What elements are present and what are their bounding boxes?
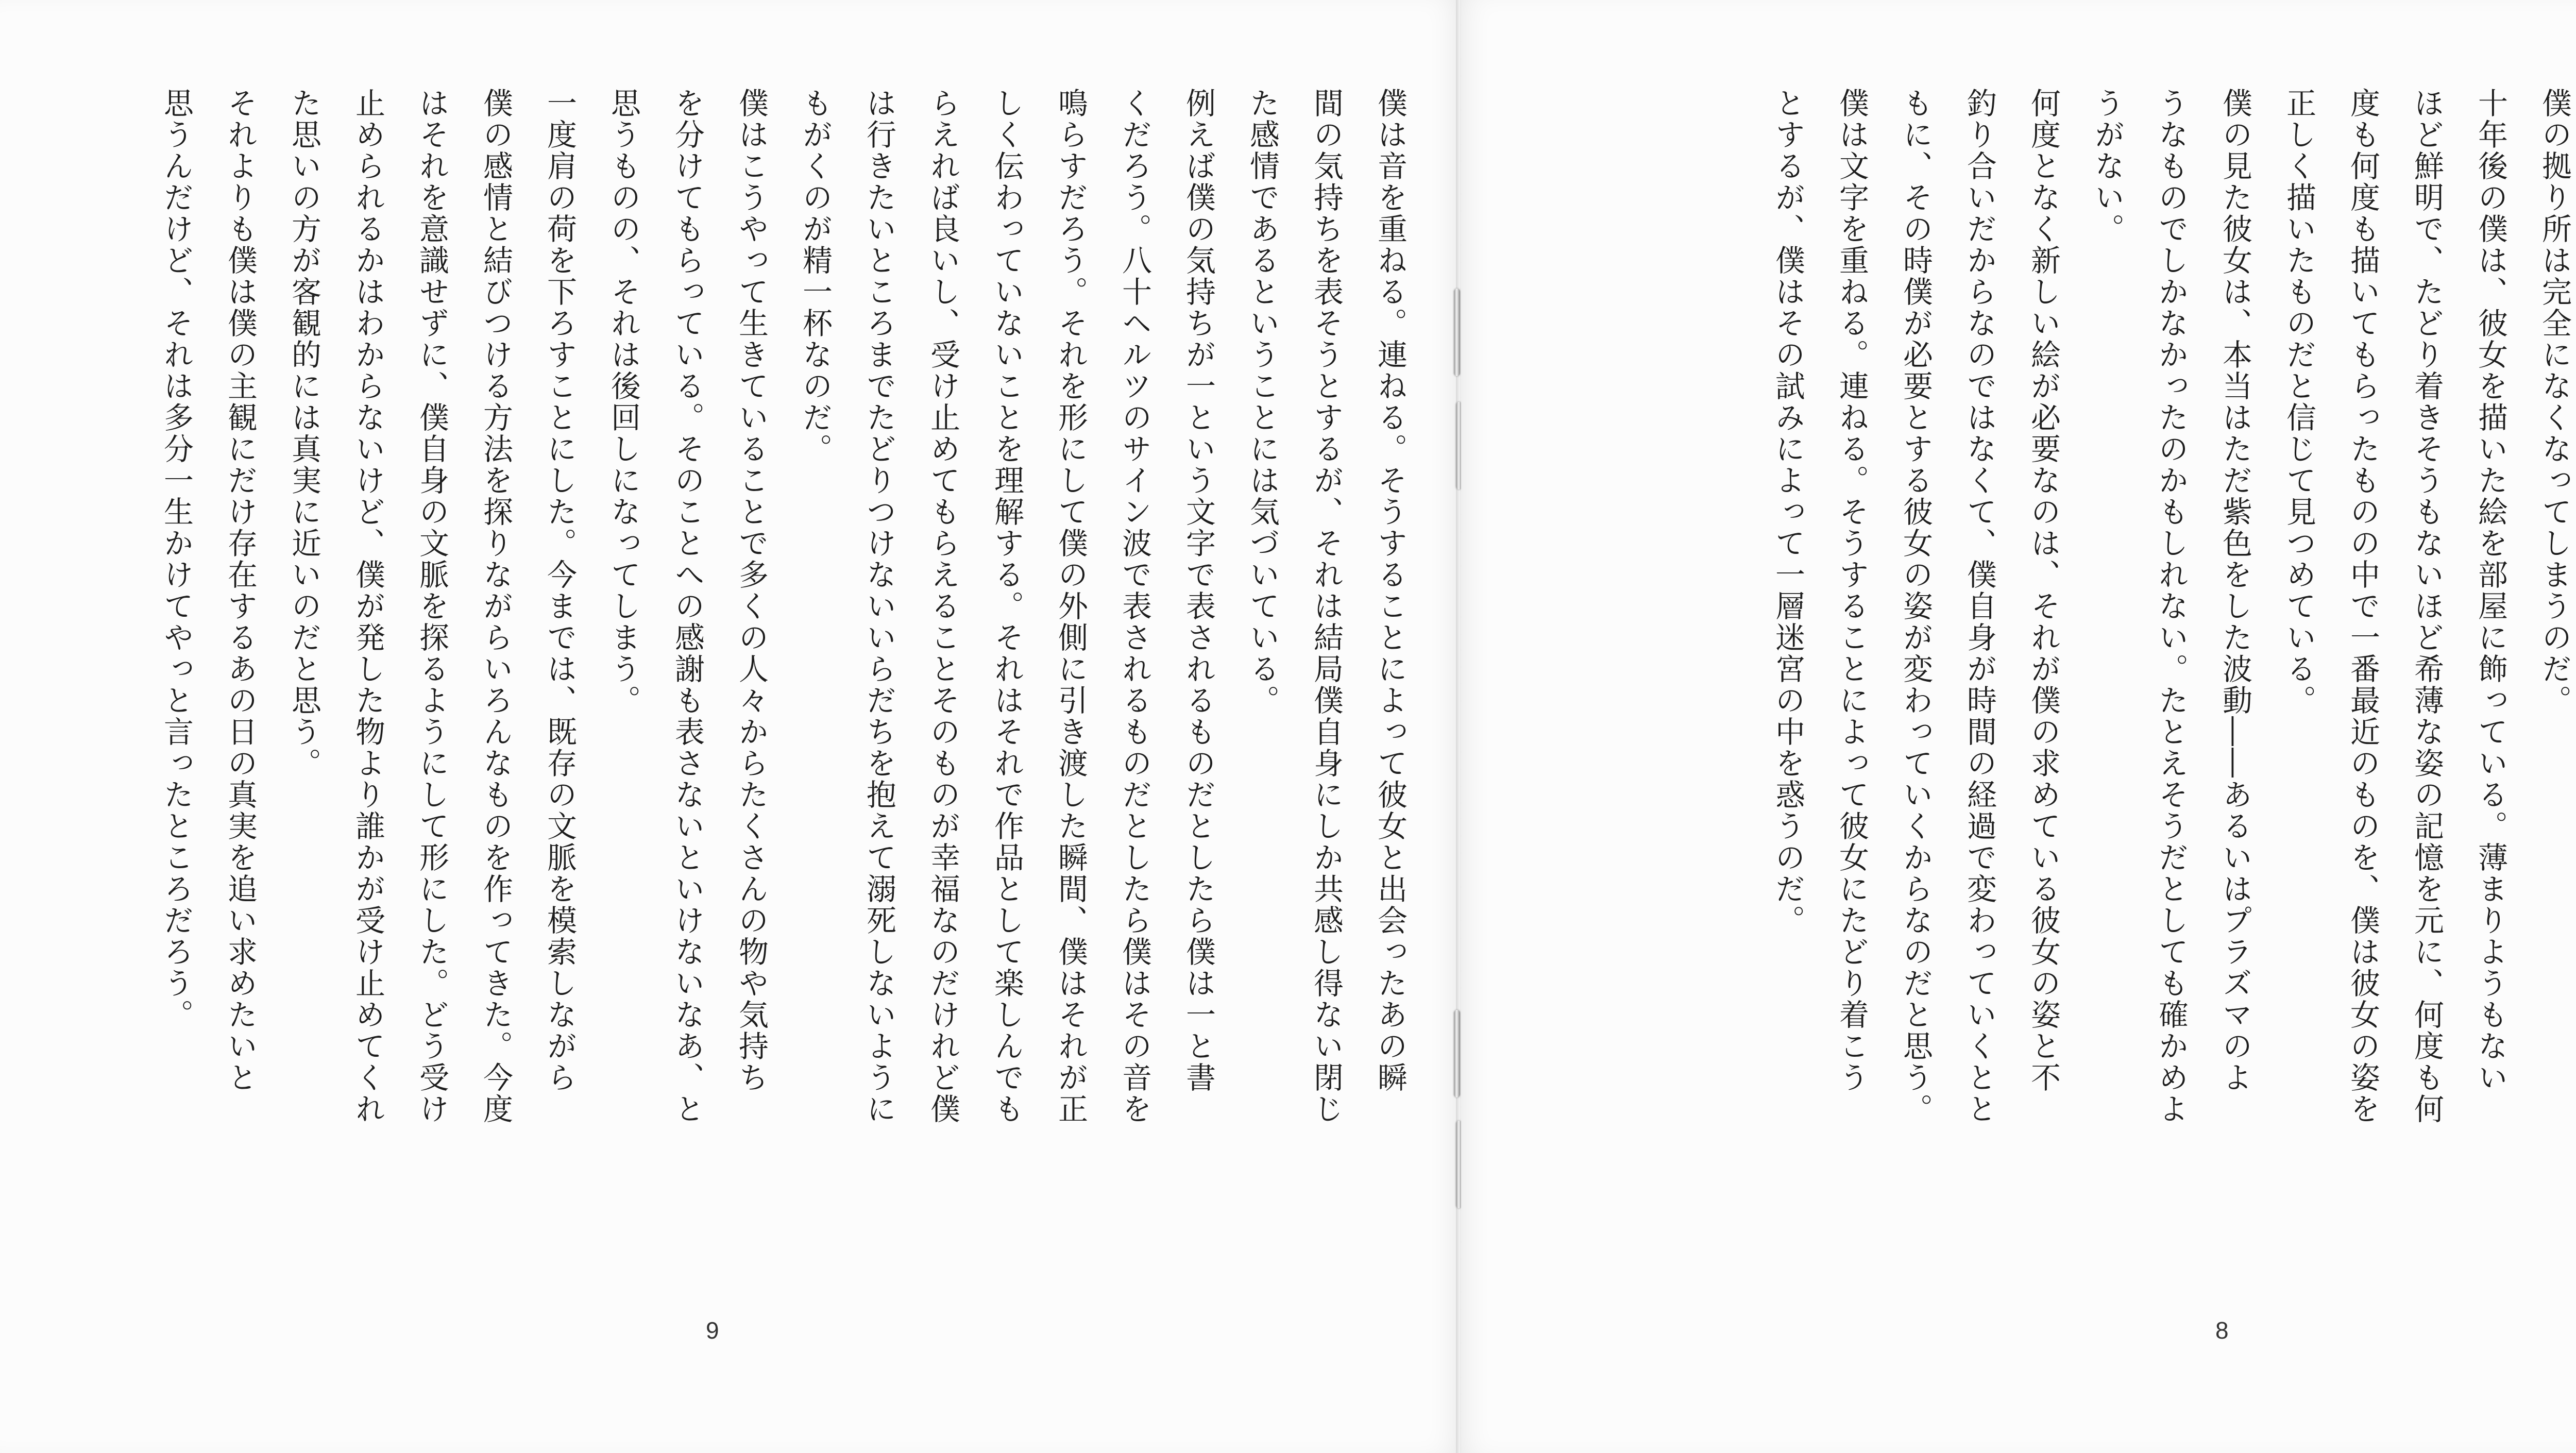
text-line: 鳴らすだろう。それを形にして僕の外側に引き渡した瞬間、僕はそれが正 (1053, 88, 1088, 1125)
text-line: それよりも僕は僕の主観にだけ存在するあの日の真実を追い求めたいと (223, 88, 258, 1093)
text-line: 止められるかはわからないけど、僕が発した物より誰かが受け止めてくれ (350, 88, 385, 1125)
page-number-right: 8 (2215, 1317, 2229, 1344)
text-line: 間の気持ちを表そうとするが、それは結局僕自身にしか共感し得ない閉じ (1309, 88, 1344, 1125)
text-line: 僕の拠り所は完全になくなってしまうのだ。 (2537, 88, 2572, 716)
text-line: 僕の感情と結びつける方法を探りながらいろんなものを作ってきた。今度 (478, 88, 513, 1125)
text-line: うがない。 (2090, 88, 2125, 245)
text-line: くだろう。八十ヘルツのサイン波で表されるものだとしたら僕はその音を (1117, 88, 1152, 1125)
text-line: はそれを意識せずに、僕自身の文脈を探るようにして形にした。どう受け (414, 88, 449, 1125)
text-line: ほど鮮明で、たどり着きそうもないほど希薄な姿の記憶を元に、何度も何 (2409, 88, 2444, 1125)
text-line: 僕の見た彼女は、本当はただ紫色をした波動――あるいはプラズマのよ (2217, 88, 2252, 1093)
text-line: とするが、僕はその試みによって一層迷宮の中を惑うのだ。 (1770, 88, 1805, 936)
text-line: 例えば僕の気持ちが一という文字で表されるものだとしたら僕は一と書 (1181, 88, 1216, 1093)
text-line: 十年後の僕は、彼女を描いた絵を部屋に飾っている。薄まりようもない (2473, 88, 2508, 1093)
text-line: 僕は文字を重ねる。連ねる。そうすることによって彼女にたどり着こう (1834, 88, 1869, 1093)
left-page-text (52, 88, 1422, 1324)
text-line: た思いの方が客観的には真実に近いのだと思う。 (286, 88, 321, 779)
text-line: 一度肩の荷を下ろすことにした。今までは、既存の文脈を模索しながら (542, 88, 577, 1093)
text-line: らえれば良いし、受け止めてもらえることそのものが幸福なのだけれど僕 (925, 88, 960, 1125)
text-line: もがくのが精一杯なのだ。 (798, 88, 833, 465)
text-line: 正しく描いたものだと信じて見つめている。 (2281, 88, 2316, 716)
staple-top (1454, 289, 1460, 376)
text-line: うなものでしかなかったのかもしれない。たとえそうだとしても確かめよ (2154, 88, 2189, 1125)
staple-lower-mid (1454, 1010, 1460, 1097)
text-line: もに、その時僕が必要とする彼女の姿が変わっていくからなのだと思う。 (1898, 88, 1933, 1125)
right-page-text (1566, 88, 2576, 1324)
text-line: 思うんだけど、それは多分一生かけてやっと言ったところだろう。 (159, 88, 194, 1030)
text-line: 思うものの、それは後回しになってしまう。 (606, 88, 641, 716)
text-line: 僕は音を重ねる。連ねる。そうすることによって彼女と出会ったあの瞬 (1372, 88, 1408, 1093)
text-line: 釣り合いだからなのではなくて、僕自身が時間の経過で変わっていくとと (1962, 88, 1997, 1125)
text-line: を分けてもらっている。そのことへの感謝も表さないといけないなあ、と (670, 88, 705, 1125)
text-line: 僕はこうやって生きていることで多くの人々からたくさんの物や気持ち (734, 88, 769, 1093)
page-number-left: 9 (706, 1317, 719, 1344)
text-line: は行きたいところまでたどりつけないいらだちを抱えて溺死しないように (861, 88, 896, 1125)
text-line: しく伝わっていないことを理解する。それはそれで作品として楽しんでも (989, 88, 1024, 1125)
text-line: 何度となく新しい絵が必要なのは、それが僕の求めている彼女の姿と不 (2026, 88, 2061, 1093)
text-line: 度も何度も描いてもらったものの中で一番最近のものを、僕は彼女の姿を (2345, 88, 2380, 1125)
text-line: た感情であるということには気づいている。 (1245, 88, 1280, 716)
